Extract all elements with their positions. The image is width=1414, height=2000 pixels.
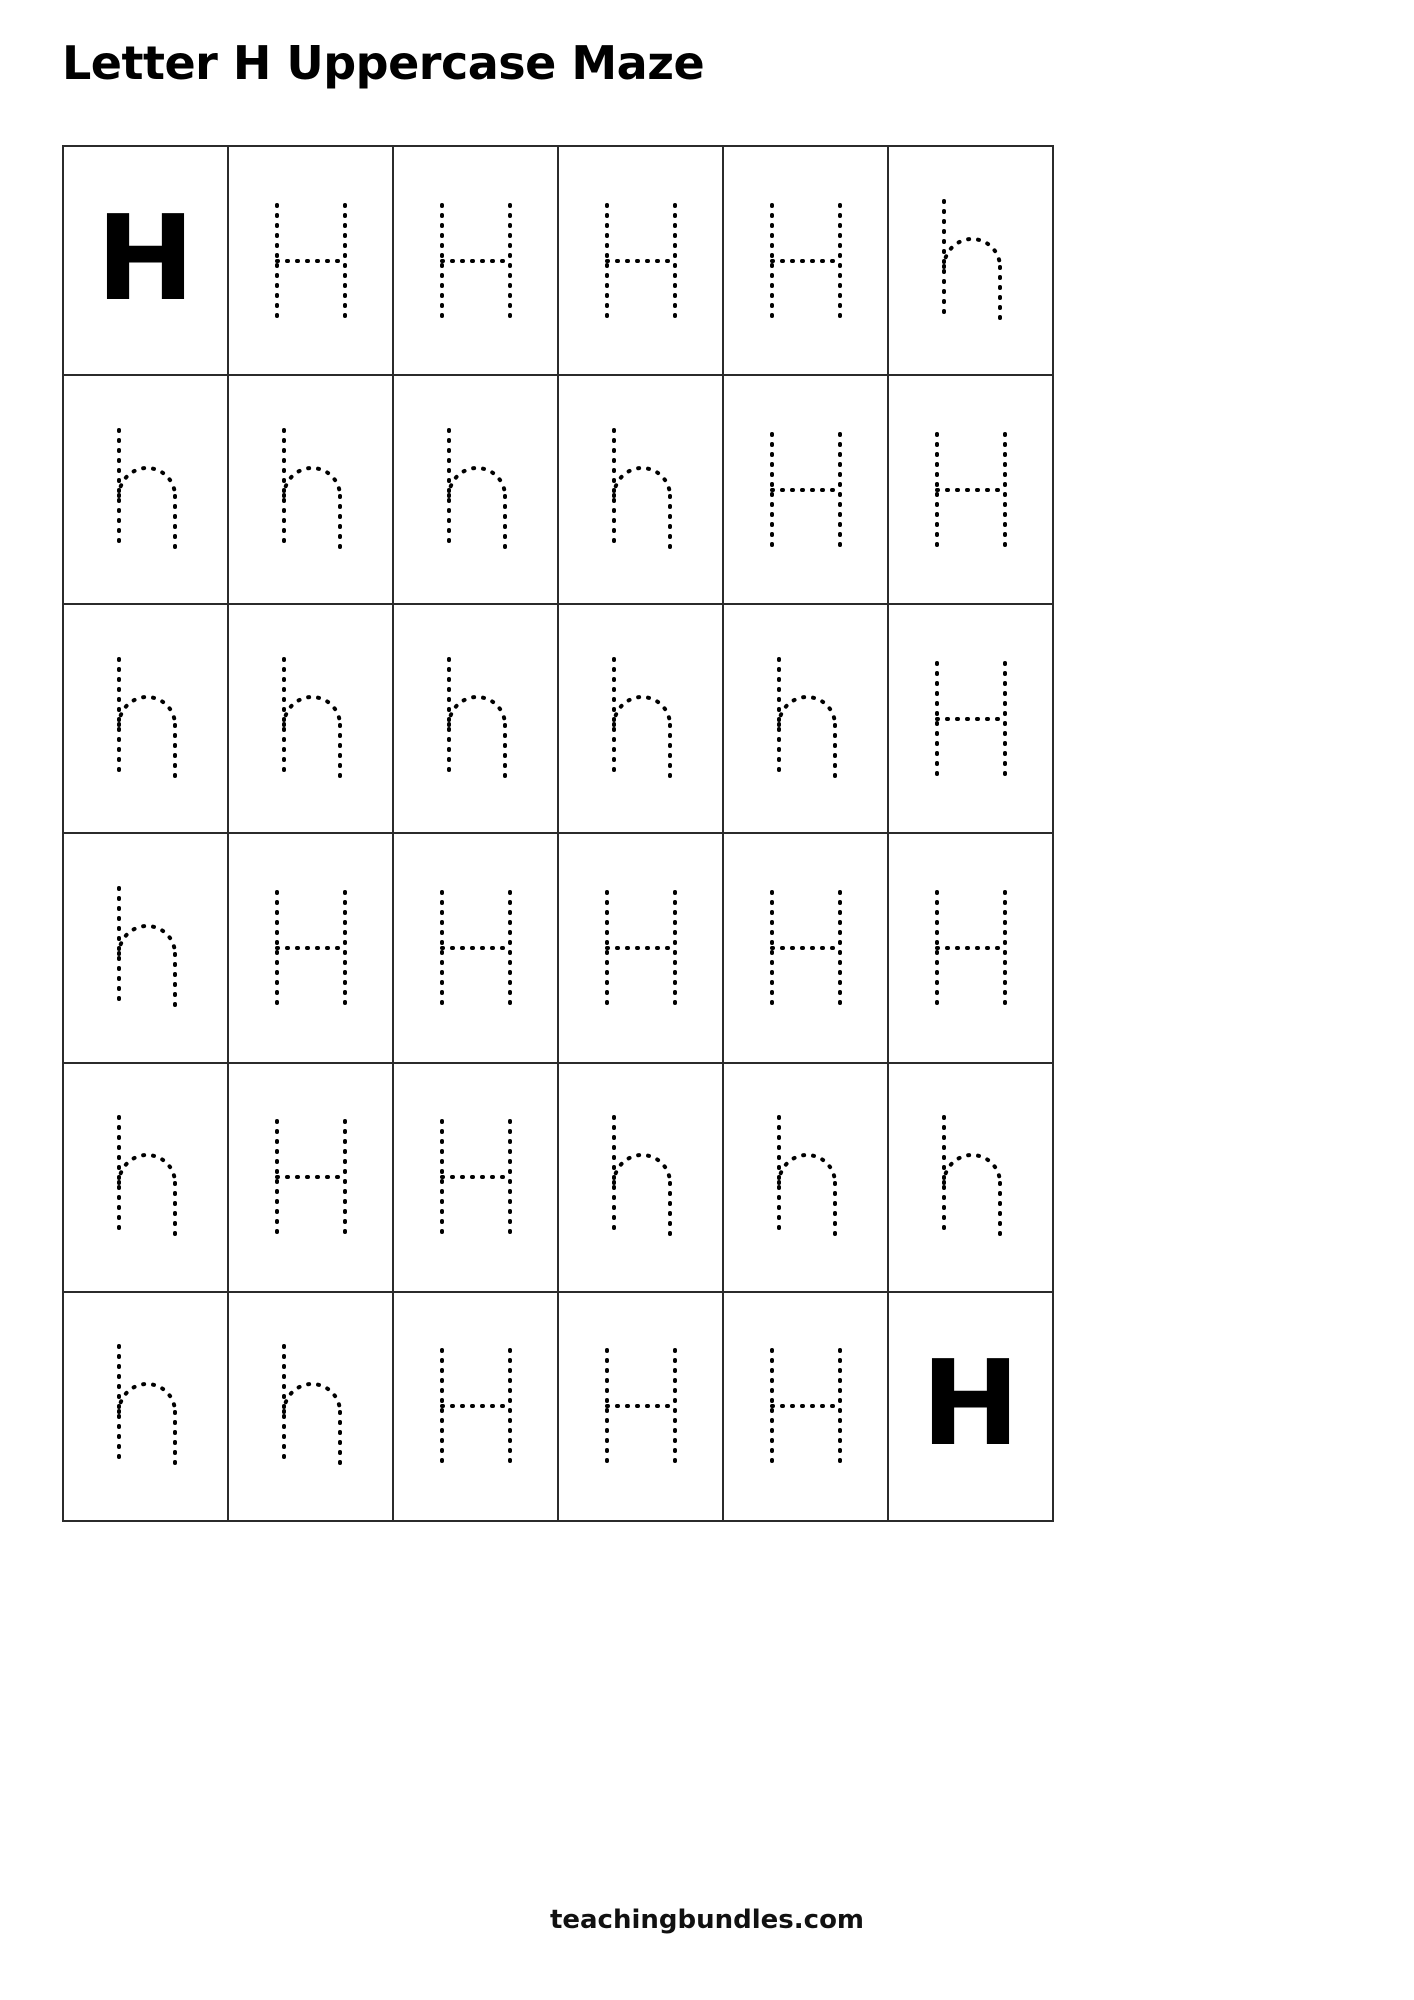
dotted-uppercase-h-icon xyxy=(923,659,1019,779)
dotted-lowercase-h-icon xyxy=(435,655,517,783)
dotted-lowercase-h-icon xyxy=(105,1113,187,1241)
dotted-uppercase-h-icon xyxy=(428,201,524,321)
solid-letter: H xyxy=(921,1334,1020,1473)
dotted-lowercase-h-icon xyxy=(105,426,187,554)
letter-maze-grid xyxy=(62,145,1054,1522)
maze-cell-h-dotted[interactable] xyxy=(889,376,1054,605)
maze-row xyxy=(64,376,1054,605)
footer-website: teachingbundles.com xyxy=(549,1905,865,1935)
dotted-lowercase-h-icon xyxy=(600,426,682,554)
dotted-uppercase-h-icon xyxy=(758,201,854,321)
maze-cell-h-dotted[interactable] xyxy=(229,1293,394,1522)
dotted-lowercase-h-icon xyxy=(930,1113,1012,1241)
dotted-uppercase-h-icon xyxy=(593,888,689,1008)
dotted-uppercase-h-icon xyxy=(593,201,689,321)
dotted-uppercase-h-icon xyxy=(428,888,524,1008)
dotted-uppercase-h-icon xyxy=(428,1346,524,1466)
dotted-lowercase-h-icon xyxy=(105,655,187,783)
dotted-uppercase-h-icon xyxy=(263,1117,359,1237)
maze-cell-h-dotted[interactable] xyxy=(394,1293,559,1522)
dotted-lowercase-h-icon xyxy=(765,655,847,783)
maze-cell-h-dotted[interactable] xyxy=(889,1064,1054,1293)
page-title: Letter H Uppercase Maze xyxy=(62,36,705,90)
dotted-uppercase-h-icon xyxy=(263,201,359,321)
maze-cell-h-dotted[interactable] xyxy=(64,1064,229,1293)
dotted-lowercase-h-icon xyxy=(930,197,1012,325)
dotted-uppercase-h-icon xyxy=(593,1346,689,1466)
maze-cell-h-dotted[interactable] xyxy=(559,1064,724,1293)
dotted-uppercase-h-icon xyxy=(263,888,359,1008)
maze-row xyxy=(64,1064,1054,1293)
maze-cell-h-dotted[interactable] xyxy=(889,147,1054,376)
maze-cell-h-dotted[interactable] xyxy=(64,605,229,834)
maze-cell-h-dotted[interactable] xyxy=(559,834,724,1063)
maze-cell-h-dotted[interactable] xyxy=(394,147,559,376)
dotted-lowercase-h-icon xyxy=(435,426,517,554)
maze-cell-h-dotted[interactable] xyxy=(394,376,559,605)
dotted-uppercase-h-icon xyxy=(758,430,854,550)
maze-cell-h-dotted[interactable] xyxy=(559,1293,724,1522)
maze-cell-h-dotted[interactable] xyxy=(724,1293,889,1522)
maze-cell-h-dotted[interactable] xyxy=(394,605,559,834)
maze-cell-h-solid[interactable] xyxy=(64,147,229,376)
maze-cell-h-dotted[interactable] xyxy=(889,605,1054,834)
maze-cell-h-dotted[interactable] xyxy=(559,376,724,605)
maze-row xyxy=(64,605,1054,834)
maze-cell-h-dotted[interactable] xyxy=(724,147,889,376)
maze-cell-h-dotted[interactable] xyxy=(64,376,229,605)
dotted-uppercase-h-icon xyxy=(758,1346,854,1466)
maze-cell-h-dotted[interactable] xyxy=(229,376,394,605)
maze-cell-h-dotted[interactable] xyxy=(724,605,889,834)
dotted-lowercase-h-icon xyxy=(765,1113,847,1241)
dotted-uppercase-h-icon xyxy=(923,888,1019,1008)
maze-cell-h-dotted[interactable] xyxy=(394,834,559,1063)
dotted-lowercase-h-icon xyxy=(600,655,682,783)
maze-row xyxy=(64,1293,1054,1522)
maze-cell-h-dotted[interactable] xyxy=(64,834,229,1063)
maze-cell-h-dotted[interactable] xyxy=(724,834,889,1063)
maze-row xyxy=(64,834,1054,1063)
maze-cell-h-dotted[interactable] xyxy=(559,605,724,834)
maze-row xyxy=(64,147,1054,376)
maze-cell-h-dotted[interactable] xyxy=(394,1064,559,1293)
dotted-uppercase-h-icon xyxy=(758,888,854,1008)
maze-cell-h-dotted[interactable] xyxy=(229,147,394,376)
dotted-uppercase-h-icon xyxy=(923,430,1019,550)
dotted-lowercase-h-icon xyxy=(270,426,352,554)
maze-cell-h-solid[interactable] xyxy=(889,1293,1054,1522)
dotted-lowercase-h-icon xyxy=(105,884,187,1012)
maze-cell-h-dotted[interactable] xyxy=(889,834,1054,1063)
dotted-lowercase-h-icon xyxy=(270,1342,352,1470)
dotted-lowercase-h-icon xyxy=(270,655,352,783)
maze-cell-h-dotted[interactable] xyxy=(229,605,394,834)
maze-cell-h-dotted[interactable] xyxy=(724,376,889,605)
maze-cell-h-dotted[interactable] xyxy=(229,834,394,1063)
maze-cell-h-dotted[interactable] xyxy=(229,1064,394,1293)
dotted-uppercase-h-icon xyxy=(428,1117,524,1237)
dotted-lowercase-h-icon xyxy=(600,1113,682,1241)
maze-cell-h-dotted[interactable] xyxy=(724,1064,889,1293)
solid-letter: H xyxy=(96,188,195,327)
dotted-lowercase-h-icon xyxy=(105,1342,187,1470)
maze-cell-h-dotted[interactable] xyxy=(559,147,724,376)
maze-cell-h-dotted[interactable] xyxy=(64,1293,229,1522)
